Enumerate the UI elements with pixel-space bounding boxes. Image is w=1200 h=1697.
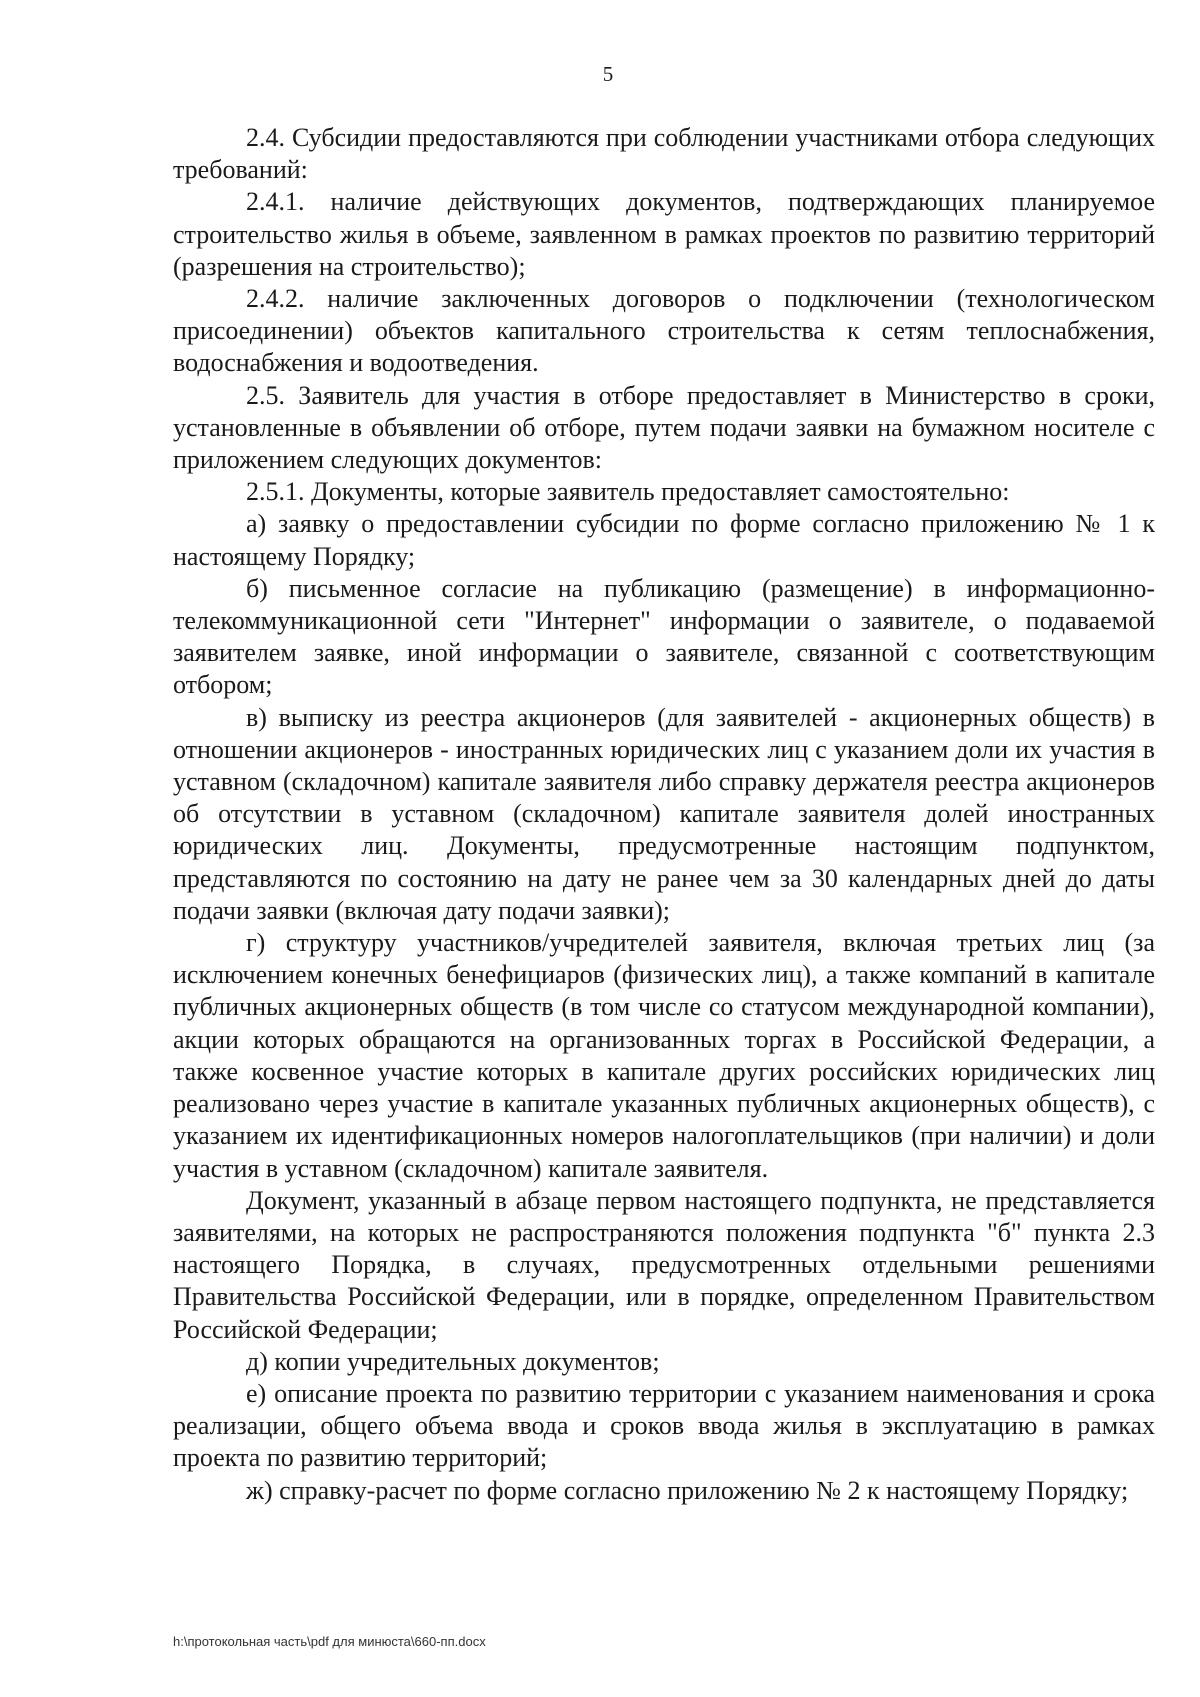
paragraph-2-5: 2.5. Заявитель для участия в отборе предоставляет в Министерство в сроки, установленные в объявлении об отборе, путем подачи заявки на бумажном носителе с приложением следующих документов: — [173, 380, 1155, 475]
paragraph-2-4: 2.4. Субсидии предоставляются при соблюдении участниками отбора следующих требований: — [173, 123, 1155, 185]
paragraph-2-5-1: 2.5.1. Документы, которые заявитель предоставляет самостоятельно: — [246, 477, 1010, 507]
list-item-g: г) структуру участников/учредителей заявителя, включая третьих лиц (за исключением конечных бенефициаров (физических лиц), а также компаний в капитале публичных акционерных обществ (в том числе со статусом международной компании), акции которых обращаются на организованных торгах в Российской Федерации, а также косвенное участие которых в капитале других российских юридических лиц реализовано через участие в капитале указанных публичных акционерных обществ), с указанием их идентификационных номеров налогоплательщиков (при наличии) и доли участия в уставном (складочном) капитале заявителя. — [173, 928, 1155, 1183]
page-number: 5 — [602, 62, 614, 86]
list-item-g-note: Документ, указанный в абзаце первом настоящего подпункта, не представляется заявителями, на которых не распространяются положения подпункта "б" пункта 2.3 настоящего Порядка, в случаях, предусмотренных отдельными решениями Правительства Российской Федерации, или в порядке, определенном Правительством Российской Федерации; — [173, 1185, 1155, 1344]
list-item-zh: ж) справку-расчет по форме согласно приложению № 2 к настоящему Порядку; — [246, 1475, 1129, 1505]
list-item-v: в) выписку из реестра акционеров (для заявителей - акционерных обществ) в отношении акционеров - иностранных юридических лиц с указанием доли их участия в уставном (складочном) капитале заявителя либо справку держателя реестра акционеров об отсутствии в уставном (складочном) капитале заявителя долей иностранных юридических лиц. Документы, предусмотренные настоящим подпунктом, представляются по состоянию на дату не ранее чем за 30 календарных дней до даты подачи заявки (включая дату подачи заявки); — [173, 702, 1155, 925]
document-body — [173, 122, 1155, 1507]
footer-file-path: h:\протокольная часть\pdf для минюста\660-пп.docx — [173, 1634, 486, 1649]
list-item-a: а) заявку о предоставлении субсидии по форме согласно приложению № 1 к настоящему Порядку; — [173, 509, 1155, 571]
list-item-d: д) копии учредительных документов; — [246, 1346, 660, 1376]
paragraph-2-4-1: 2.4.1. наличие действующих документов, подтверждающих планируемое строительство жилья в объеме, заявленном в рамках проектов по развитию территорий (разрешения на строительство); — [173, 187, 1155, 281]
list-item-b: б) письменное согласие на публикацию (размещение) в информационно-телекоммуникационной сети "Интернет" информации о заявителе, о подаваемой заявителем заявке, иной информации о заявителе, связанной с соответствующим отбором; — [173, 573, 1155, 700]
paragraph-2-4-2: 2.4.2. наличие заключенных договоров о подключении (технологическом присоединении) объектов капитального строительства к сетям теплоснабжения, водоснабжения и водоотведения. — [173, 284, 1155, 378]
list-item-e: е) описание проекта по развитию территории с указанием наименования и срока реализации, общего объема ввода и сроков ввода жилья в эксплуатацию в рамках проекта по развитию территорий; — [173, 1378, 1155, 1473]
